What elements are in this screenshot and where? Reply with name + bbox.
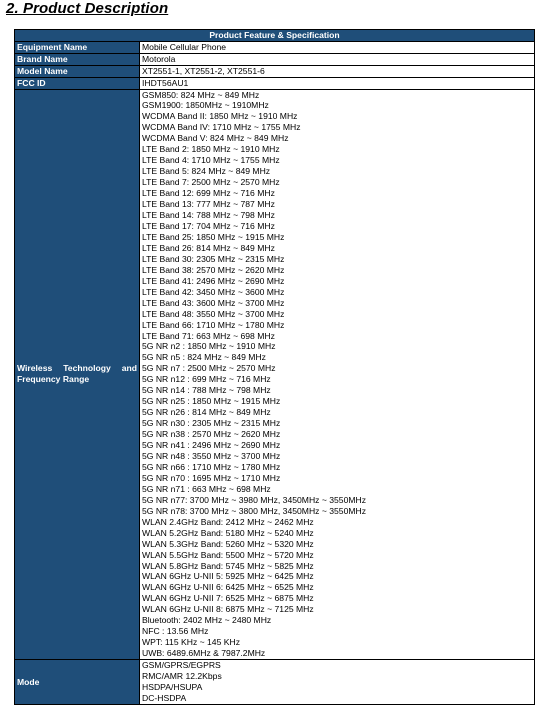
mode-values bbox=[140, 660, 535, 705]
fcc-id-value: IHDT56AU1 bbox=[140, 77, 535, 89]
frequency-range-item: WCDMA Band V: 824 MHz ~ 849 MHz bbox=[142, 133, 289, 144]
frequency-range-item: 5G NR n25 : 1850 MHz ~ 1915 MHz bbox=[142, 396, 281, 407]
frequency-range-item: GSM1900: 1850MHz ~ 1910MHz bbox=[142, 100, 269, 111]
frequency-range-item: 5G NR n38 : 2570 MHz ~ 2620 MHz bbox=[142, 429, 281, 440]
frequency-range-item: 5G NR n14 : 788 MHz ~ 798 MHz bbox=[142, 385, 271, 396]
frequency-range-item: 5G NR n5 : 824 MHz ~ 849 MHz bbox=[142, 352, 266, 363]
frequency-range-item: WLAN 6GHz U-NII 5: 5925 MHz ~ 6425 MHz bbox=[142, 571, 314, 582]
frequency-range-item: LTE Band 66: 1710 MHz ~ 1780 MHz bbox=[142, 319, 285, 330]
frequency-range-item: WPT: 115 KHz ~ 145 KHz bbox=[142, 637, 240, 648]
section-heading: 2. Product Description bbox=[6, 0, 169, 17]
frequency-range-item: LTE Band 14: 788 MHz ~ 798 MHz bbox=[142, 210, 275, 221]
frequency-range-item: WLAN 6GHz U-NII 6: 6425 MHz ~ 6525 MHz bbox=[142, 582, 314, 593]
frequency-range-item: 5G NR n48 : 3550 MHz ~ 3700 MHz bbox=[142, 450, 281, 461]
table-row bbox=[15, 89, 535, 660]
frequency-range-item: WLAN 5.3GHz Band: 5260 MHz ~ 5320 MHz bbox=[142, 538, 314, 549]
model-name-label: Model Name bbox=[15, 65, 140, 77]
frequency-range-item: NFC : 13.56 MHz bbox=[142, 626, 209, 637]
frequency-range-item: WLAN 5.5GHz Band: 5500 MHz ~ 5720 MHz bbox=[142, 549, 314, 560]
frequency-range-item: LTE Band 2: 1850 MHz ~ 1910 MHz bbox=[142, 144, 280, 155]
product-spec-table bbox=[14, 29, 535, 705]
frequency-range-item: WLAN 6GHz U-NII 7: 6525 MHz ~ 6875 MHz bbox=[142, 593, 314, 604]
frequency-range-item: LTE Band 26: 814 MHz ~ 849 MHz bbox=[142, 242, 275, 253]
frequency-range-item: LTE Band 12: 699 MHz ~ 716 MHz bbox=[142, 188, 275, 199]
frequency-range-item: LTE Band 42: 3450 MHz ~ 3600 MHz bbox=[142, 286, 285, 297]
table-row bbox=[15, 660, 535, 705]
model-name-value: XT2551-1, XT2551-2, XT2551-6 bbox=[140, 65, 535, 77]
frequency-range-item: WLAN 5.2GHz Band: 5180 MHz ~ 5240 MHz bbox=[142, 527, 314, 538]
frequency-range-item: WLAN 5.8GHz Band: 5745 MHz ~ 5825 MHz bbox=[142, 560, 314, 571]
frequency-range-item: LTE Band 4: 1710 MHz ~ 1755 MHz bbox=[142, 155, 280, 166]
wireless-technology-label: Wireless Technology and Frequency Range bbox=[15, 89, 140, 660]
frequency-range-item: LTE Band 5: 824 MHz ~ 849 MHz bbox=[142, 166, 271, 177]
mode-label: Mode bbox=[15, 660, 140, 705]
frequency-range-item: LTE Band 25: 1850 MHz ~ 1915 MHz bbox=[142, 231, 285, 242]
frequency-range-item: LTE Band 71: 663 MHz ~ 698 MHz bbox=[142, 330, 275, 341]
frequency-range-item: 5G NR n12 : 699 MHz ~ 716 MHz bbox=[142, 374, 271, 385]
brand-name-value: Motorola bbox=[140, 53, 535, 65]
frequency-range-item: 5G NR n66 : 1710 MHz ~ 1780 MHz bbox=[142, 461, 281, 472]
frequency-range-item: WLAN 6GHz U-NII 8: 6875 MHz ~ 7125 MHz bbox=[142, 604, 314, 615]
table-row bbox=[15, 53, 535, 65]
frequency-range-item: LTE Band 41: 2496 MHz ~ 2690 MHz bbox=[142, 275, 285, 286]
frequency-range-item: LTE Band 48: 3550 MHz ~ 3700 MHz bbox=[142, 308, 285, 319]
frequency-range-item: WCDMA Band IV: 1710 MHz ~ 1755 MHz bbox=[142, 122, 301, 133]
frequency-range-item: LTE Band 7: 2500 MHz ~ 2570 MHz bbox=[142, 177, 280, 188]
mode-item: DC-HSDPA bbox=[142, 692, 187, 703]
frequency-range-item: 5G NR n70 : 1695 MHz ~ 1710 MHz bbox=[142, 472, 281, 483]
mode-item: HSDPA/HSUPA bbox=[142, 682, 203, 692]
mode-item: GSM/GPRS/EGPRS bbox=[142, 660, 221, 671]
frequency-range-item: 5G NR n71 : 663 MHz ~ 698 MHz bbox=[142, 483, 271, 494]
equipment-name-value: Mobile Cellular Phone bbox=[140, 41, 535, 53]
frequency-range-item: LTE Band 17: 704 MHz ~ 716 MHz bbox=[142, 220, 275, 231]
frequency-range-item: LTE Band 13: 777 MHz ~ 787 MHz bbox=[142, 199, 275, 210]
frequency-range-item: LTE Band 30: 2305 MHz ~ 2315 MHz bbox=[142, 253, 285, 264]
table-row bbox=[15, 41, 535, 53]
table-row bbox=[15, 77, 535, 89]
frequency-range-item: LTE Band 38: 2570 MHz ~ 2620 MHz bbox=[142, 264, 285, 275]
frequency-range-item: 5G NR n78: 3700 MHz ~ 3800 MHz, 3450MHz ~ 3550MHz bbox=[142, 505, 367, 516]
table-row bbox=[15, 65, 535, 77]
frequency-range-item: LTE Band 43: 3600 MHz ~ 3700 MHz bbox=[142, 297, 285, 308]
table-header-row bbox=[15, 30, 535, 42]
brand-name-label: Brand Name bbox=[15, 53, 140, 65]
mode-item: RMC/AMR 12.2Kbps bbox=[142, 671, 222, 682]
frequency-range-item: 5G NR n41 : 2496 MHz ~ 2690 MHz bbox=[142, 440, 281, 451]
frequency-range-item: 5G NR n2 : 1850 MHz ~ 1910 MHz bbox=[142, 341, 276, 352]
frequency-range-item: WCDMA Band II: 1850 MHz ~ 1910 MHz bbox=[142, 111, 298, 122]
wireless-technology-values bbox=[140, 89, 535, 660]
frequency-range-item: 5G NR n77: 3700 MHz ~ 3980 MHz, 3450MHz ~ 3550MHz bbox=[142, 494, 367, 505]
frequency-range-item: WLAN 2.4GHz Band: 2412 MHz ~ 2462 MHz bbox=[142, 516, 314, 527]
frequency-range-item: UWB: 6489.6MHz & 7987.2MHz bbox=[142, 648, 266, 659]
equipment-name-label: Equipment Name bbox=[15, 41, 140, 53]
fcc-id-label: FCC ID bbox=[15, 77, 140, 89]
frequency-range-item: 5G NR n26 : 814 MHz ~ 849 MHz bbox=[142, 407, 271, 418]
frequency-range-item: GSM850: 824 MHz ~ 849 MHz bbox=[142, 89, 260, 100]
frequency-range-item: Bluetooth: 2402 MHz ~ 2480 MHz bbox=[142, 615, 272, 626]
frequency-range-item: 5G NR n7 : 2500 MHz ~ 2570 MHz bbox=[142, 363, 276, 374]
frequency-range-item: 5G NR n30 : 2305 MHz ~ 2315 MHz bbox=[142, 418, 281, 429]
table-header: Product Feature & Specification bbox=[15, 30, 535, 42]
